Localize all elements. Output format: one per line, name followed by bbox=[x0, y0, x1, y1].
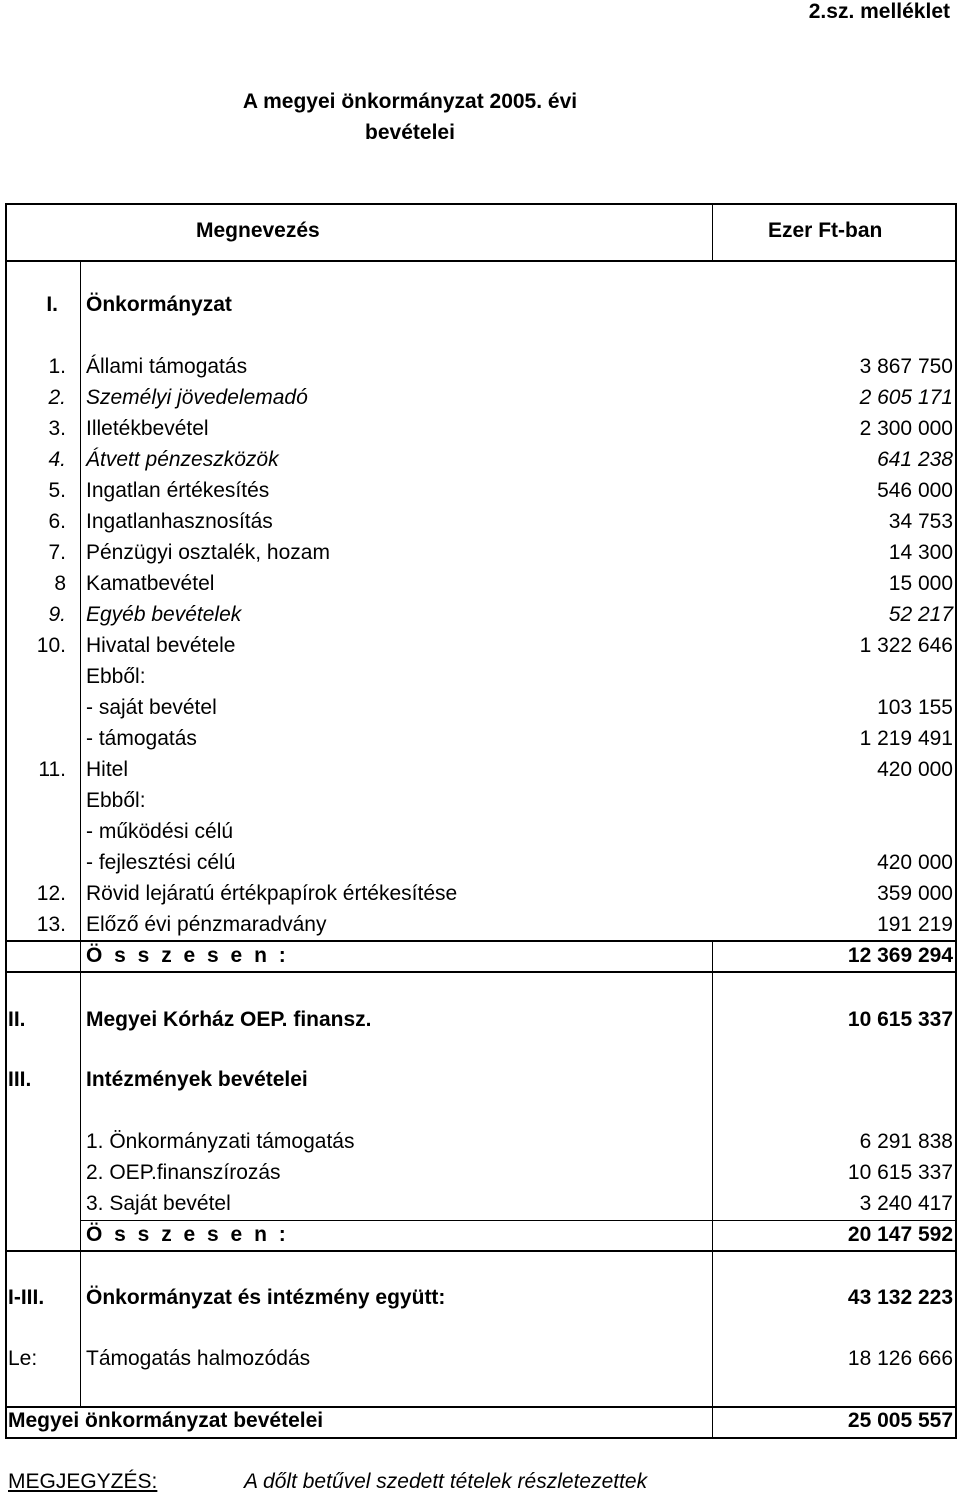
header-divider bbox=[5, 260, 957, 262]
row-number: 11. bbox=[38, 758, 66, 781]
row-number: 8 bbox=[54, 572, 66, 595]
row-value: 359 000 bbox=[877, 882, 953, 905]
row-name: Ebből: bbox=[86, 789, 146, 812]
row-name: - fejlesztési célú bbox=[86, 851, 236, 874]
row-name: - támogatás bbox=[86, 727, 197, 750]
row-value: 1 219 491 bbox=[859, 727, 953, 750]
combined-value: 43 132 223 bbox=[847, 1286, 953, 1309]
table-border-top bbox=[5, 203, 957, 205]
institution-row-name: 3. Saját bevétel bbox=[86, 1192, 231, 1215]
less-number: Le: bbox=[8, 1347, 38, 1370]
section1-total-value: 12 369 294 bbox=[847, 944, 953, 967]
col-divider-header bbox=[712, 203, 713, 261]
col-divider-number bbox=[80, 262, 81, 1407]
row-number: 7. bbox=[48, 541, 66, 564]
column-header-name: Megnevezés bbox=[196, 219, 320, 242]
final-value: 25 005 557 bbox=[847, 1409, 953, 1432]
row-value: 420 000 bbox=[877, 851, 953, 874]
row-value: 1 322 646 bbox=[859, 634, 953, 657]
section1-total-bottom bbox=[5, 971, 957, 973]
row-number: 10. bbox=[36, 634, 66, 657]
row-name: Illetékbevétel bbox=[86, 417, 209, 440]
less-value: 18 126 666 bbox=[847, 1347, 953, 1370]
col-divider-value bbox=[712, 942, 713, 1439]
row-number: 4. bbox=[48, 448, 66, 471]
institution-row-name: 2. OEP.finanszírozás bbox=[86, 1161, 281, 1184]
row-value: 420 000 bbox=[877, 758, 953, 781]
row-name: Személyi jövedelemadó bbox=[86, 386, 308, 409]
note-label: MEGJEGYZÉS: bbox=[8, 1470, 158, 1493]
institution-row-name: 1. Önkormányzati támogatás bbox=[86, 1130, 355, 1153]
row-name: Előző évi pénzmaradvány bbox=[86, 913, 327, 936]
final-title: Megyei önkormányzat bevételei bbox=[8, 1409, 324, 1432]
institution-row-value: 3 240 417 bbox=[859, 1192, 953, 1215]
row-value: 546 000 bbox=[877, 479, 953, 502]
row-value: 14 300 bbox=[888, 541, 953, 564]
row-number: 2. bbox=[48, 386, 66, 409]
row-name: Ingatlanhasznosítás bbox=[86, 510, 273, 533]
row-name: Ingatlan értékesítés bbox=[86, 479, 270, 502]
table-border-right bbox=[955, 203, 957, 1439]
column-header-unit: Ezer Ft-ban bbox=[768, 219, 883, 242]
row-name: - saját bevétel bbox=[86, 696, 217, 719]
annex-label: 2.sz. melléklet bbox=[808, 0, 950, 23]
section1-title: Önkormányzat bbox=[86, 293, 232, 316]
row-name: Hivatal bevétele bbox=[86, 634, 236, 657]
row-number: 1. bbox=[48, 355, 66, 378]
row-number: 12. bbox=[36, 882, 66, 905]
row-number: 3. bbox=[48, 417, 66, 440]
row-name: Kamatbevétel bbox=[86, 572, 215, 595]
row-name: Pénzügyi osztalék, hozam bbox=[86, 541, 330, 564]
section2-number: II. bbox=[8, 1008, 26, 1031]
row-name: Állami támogatás bbox=[86, 355, 248, 378]
less-title: Támogatás halmozódás bbox=[86, 1347, 311, 1370]
combined-title: Önkormányzat és intézmény együtt: bbox=[86, 1286, 446, 1309]
row-name: Átvett pénzeszközök bbox=[86, 448, 279, 471]
row-number: 6. bbox=[48, 510, 66, 533]
row-number: 5. bbox=[48, 479, 66, 502]
row-number: 9. bbox=[48, 603, 66, 626]
row-value: 2 300 000 bbox=[859, 417, 953, 440]
page-subtitle: bevételei bbox=[365, 121, 455, 144]
section3-total-value: 20 147 592 bbox=[847, 1223, 953, 1246]
page-title: A megyei önkormányzat 2005. évi bbox=[242, 90, 578, 113]
row-name: Rövid lejáratú értékpapírok értékesítése bbox=[86, 882, 458, 905]
row-value: 52 217 bbox=[888, 603, 953, 626]
row-name: Hitel bbox=[86, 758, 129, 781]
row-value: 34 753 bbox=[888, 510, 953, 533]
row-name: - működési célú bbox=[86, 820, 234, 843]
note-text: A dőlt betűvel szedett tételek részletezettek bbox=[244, 1470, 648, 1493]
table-border-bottom bbox=[5, 1437, 957, 1439]
row-name: Ebből: bbox=[86, 665, 146, 688]
section3-number: III. bbox=[8, 1068, 32, 1091]
combined-number: I-III. bbox=[8, 1286, 45, 1309]
row-name: Egyéb bevételek bbox=[86, 603, 242, 626]
row-value: 191 219 bbox=[877, 913, 953, 936]
section3-title: Intézmények bevételei bbox=[86, 1068, 308, 1091]
section2-title: Megyei Kórház OEP. finansz. bbox=[86, 1008, 372, 1031]
section3-total-bottom bbox=[5, 1250, 957, 1252]
row-value: 103 155 bbox=[877, 696, 953, 719]
row-value: 15 000 bbox=[888, 572, 953, 595]
row-value: 3 867 750 bbox=[859, 355, 953, 378]
row-value: 641 238 bbox=[877, 448, 953, 471]
section2-value: 10 615 337 bbox=[847, 1008, 953, 1031]
institution-row-value: 10 615 337 bbox=[847, 1161, 953, 1184]
section1-total-label: Ö s s z e s e n : bbox=[86, 944, 289, 967]
table-border-left bbox=[5, 203, 7, 1439]
row-number: 13. bbox=[36, 913, 66, 936]
institution-row-value: 6 291 838 bbox=[859, 1130, 953, 1153]
section1-number: I. bbox=[46, 293, 58, 316]
row-value: 2 605 171 bbox=[859, 386, 953, 409]
section3-total-label: Ö s s z e s e n : bbox=[86, 1223, 289, 1246]
